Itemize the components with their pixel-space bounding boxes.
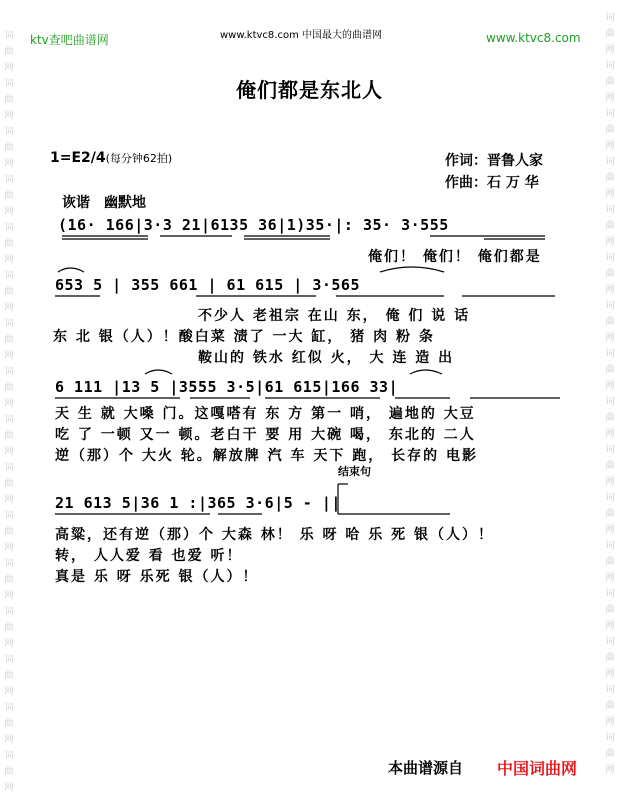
lyric-line-3-verse-2: 吃 了 一顿 又一 顿。老白干 要 用 大碗 喝， 东北的 二人 [55,427,476,443]
site-url-right[interactable]: www.ktvc8.com [486,31,581,45]
site-name-left[interactable]: ktv查吧曲谱网 [30,33,109,47]
lyric-line-2-verse-1: 不少人 老祖宗 在山 东， 俺 们 说 话 [198,308,471,324]
lyric-line-2-verse-3: 鞍山的 铁水 红似 火， 大 连 造 出 [198,350,455,366]
lyric-line-4-verse-1: 高粱，还有逆（那）个 大森 林！ 乐 呀 哈 乐 死 银（人）！ [55,527,494,543]
source-site-name[interactable]: 中国词曲网 [497,759,578,778]
notation-line-1: (16· 166|3·3 21|6135 36|1)35·|: 35· 3·555 [58,216,449,234]
tempo-marking: (每分钟62拍) [105,152,173,165]
lyric-line-4-verse-3: 真是 乐 呀 乐死 银（人）！ [55,569,259,585]
left-watermark-column: 词 曲 网 词 曲 网 词 曲 网 词 曲 网 词 曲 网 词 曲 网 词 曲 网 词 曲 网 词 曲 网 词 曲 网 词 曲 网 词 曲 网 词 曲 网 词 曲 网 词 曲 网 词 曲 网 [4,31,14,793]
notation-line-3: 6 111 |13 5 |3555 3·5|61 615|166 33| [55,378,399,396]
lyric-line-4-verse-2: 转， 人人爱 看 也爱 听！ [55,548,243,564]
site-banner-center[interactable]: www.ktvc8.com 中国最大的曲谱网 [220,30,383,41]
ending-phrase-label: 结束句 [338,465,371,478]
right-watermark-column: 词 曲 网 词 曲 网 词 曲 网 词 曲 网 词 曲 网 词 曲 网 词 曲 网 词 曲 网 词 曲 网 词 曲 网 词 曲 网 词 曲 网 词 曲 网 词 曲 网 词 曲 网 词 曲 网 [605,13,615,775]
performance-style: 诙谐 幽默地 [62,195,146,211]
lyric-line-3-verse-1: 天 生 就 大嗓 门。这嘎嗒有 东 方 第一 哨， 遍地的 大豆 [55,406,476,422]
source-label: 本曲谱源自 [388,759,464,777]
composer-credit: 作曲：石 万 华 [445,175,539,191]
notation-line-2: 653 5 | 355 661 | 61 615 | 3·565 [55,276,360,294]
key-signature: 1=E2/4(每分钟62拍) [50,150,173,166]
lyric-line-3-verse-3: 逆（那）个 大火 轮。解放牌 汽 车 天下 跑， 长存的 电影 [55,448,478,464]
lyric-line-1: 俺们！ 俺们！ 俺们都是 [368,249,542,265]
song-title: 俺们都是东北人 [236,78,383,102]
lyricist-credit: 作词：晋鲁人家 [445,153,543,169]
lyric-line-2-verse-2: 东 北 银（人）！酸白菜 渍了 一大 缸， 猪 肉 粉 条 [53,329,435,345]
notation-line-4: 21 613 5|36 1 :|365 3·6|5 - || [55,494,341,512]
